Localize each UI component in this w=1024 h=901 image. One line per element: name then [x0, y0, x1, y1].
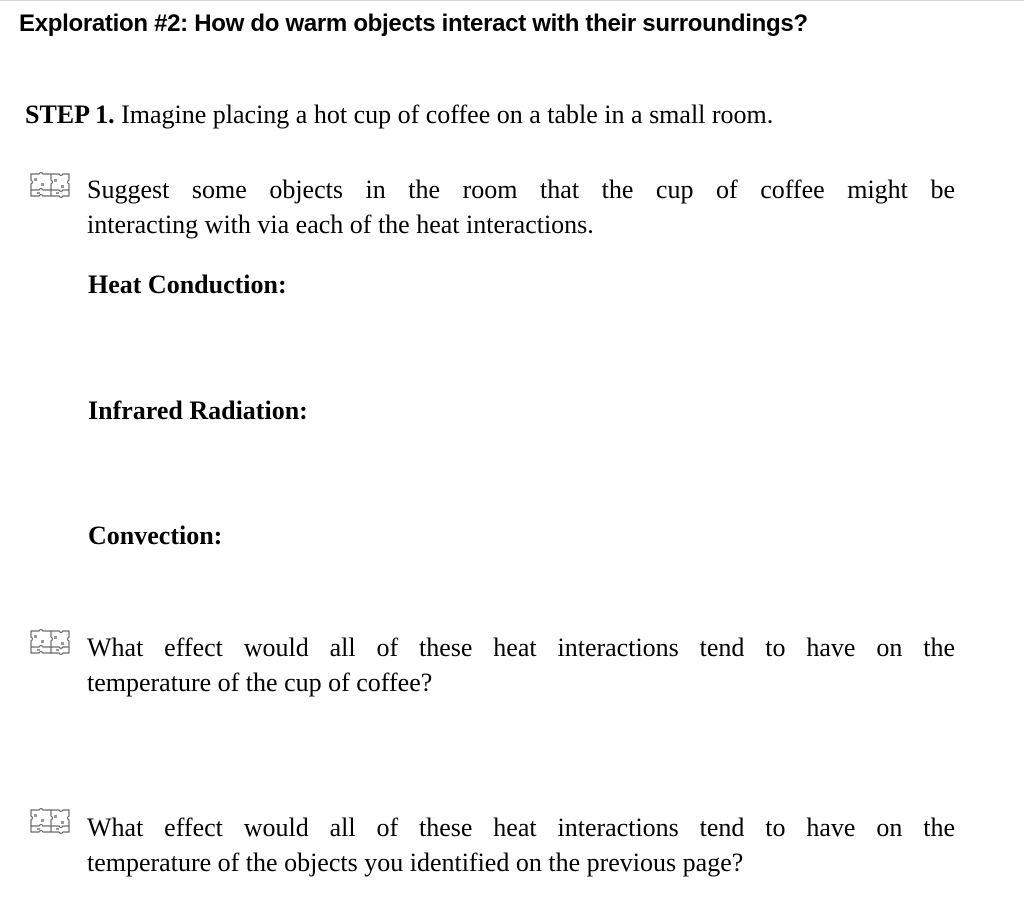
- step-1: [25, 100, 773, 130]
- question-3-line-1: What effect would all of these heat interactions tend to have on the: [87, 813, 955, 842]
- question-1: [87, 172, 955, 242]
- infrared-radiation-label: Infrared Radiation:: [88, 396, 308, 425]
- convection-label: Convection:: [88, 521, 223, 550]
- puzzle-icon: [29, 170, 71, 200]
- question-3-line-2: temperature of the objects you identified on the previous page?: [87, 848, 744, 877]
- step-label: STEP 1.: [25, 100, 115, 129]
- question-2-line-2: temperature of the cup of coffee?: [87, 668, 433, 697]
- puzzle-icon: [29, 627, 71, 657]
- question-3: [87, 810, 955, 880]
- question-1-line-2: interacting with via each of the heat interactions.: [87, 210, 594, 239]
- question-1-line-1: Suggest some objects in the room that the cup of coffee might be: [87, 175, 955, 204]
- exploration-heading: Exploration #2: How do warm objects interact with their surroundings?: [19, 10, 808, 37]
- puzzle-icon: [29, 806, 71, 836]
- heat-conduction-label: Heat Conduction:: [88, 270, 287, 299]
- question-2-line-1: What effect would all of these heat interactions tend to have on the: [87, 633, 955, 662]
- top-rule: [0, 0, 1024, 1]
- step-text: Imagine placing a hot cup of coffee on a table in a small room.: [121, 100, 774, 129]
- question-2: [87, 630, 955, 700]
